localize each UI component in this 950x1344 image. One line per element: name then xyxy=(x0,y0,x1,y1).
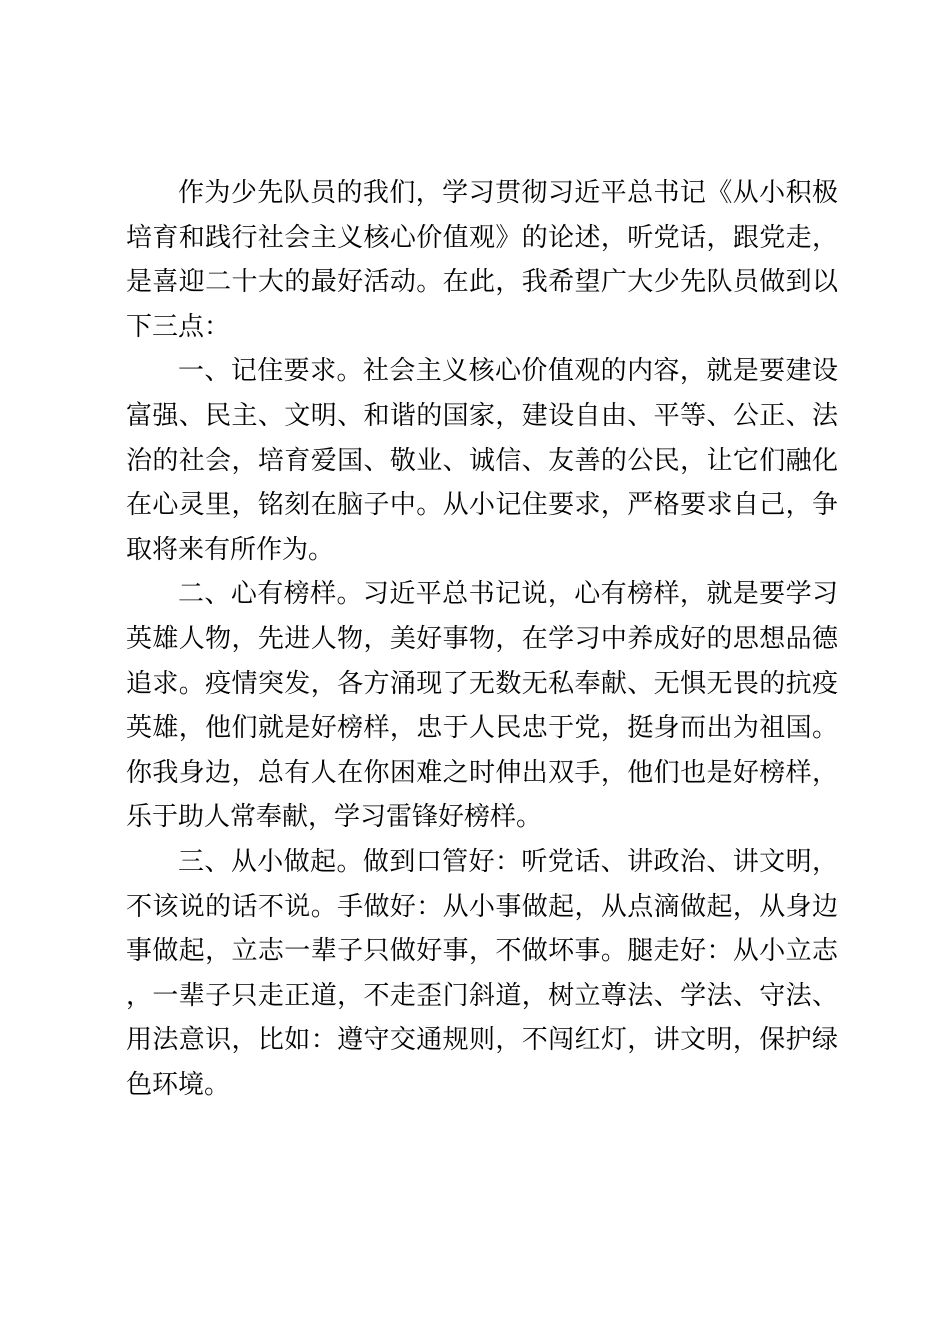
paragraph-point-one: 一、记住要求。社会主义核心价值观的内容，就是要建设富强、民主、文明、和谐的国家，建设自由、平等、公正、法治的社会，培育爱国、敬业、诚信、友善的公民，让它们融化在心灵里，铭刻在脑子中。从小记住要求，严格要求自己，争取将来有所作为。 xyxy=(126,356,838,565)
paragraph-point-three: 三、从小做起。做到口管好：听党话、讲政治、讲文明，不该说的话不说。手做好：从小事做起，从点滴做起，从身边事做起，立志一辈子只做好事，不做坏事。腿走好：从小立志，一辈子只走正道，不走歪门斜道，树立尊法、学法、守法、用法意识，比如：遵守交通规则，不闯红灯，讲文明，保护绿色环境。 xyxy=(126,846,838,1100)
paragraph-intro: 作为少先队员的我们，学习贯彻习近平总书记《从小积极培育和践行社会主义核心价值观》的论述，听党话，跟党走，是喜迎二十大的最好活动。在此，我希望广大少先队员做到以下三点： xyxy=(126,178,838,342)
paragraph-point-two: 二、心有榜样。习近平总书记说，心有榜样，就是要学习英雄人物，先进人物，美好事物，在学习中养成好的思想品德追求。疫情突发，各方涌现了无数无私奉献、无惧无畏的抗疫英雄，他们就是好榜样，忠于人民忠于党，挺身而出为祖国。你我身边，总有人在你困难之时伸出双手，他们也是好榜样，乐于助人常奉献，学习雷锋好榜样。 xyxy=(126,579,838,833)
document-body xyxy=(126,171,838,1107)
